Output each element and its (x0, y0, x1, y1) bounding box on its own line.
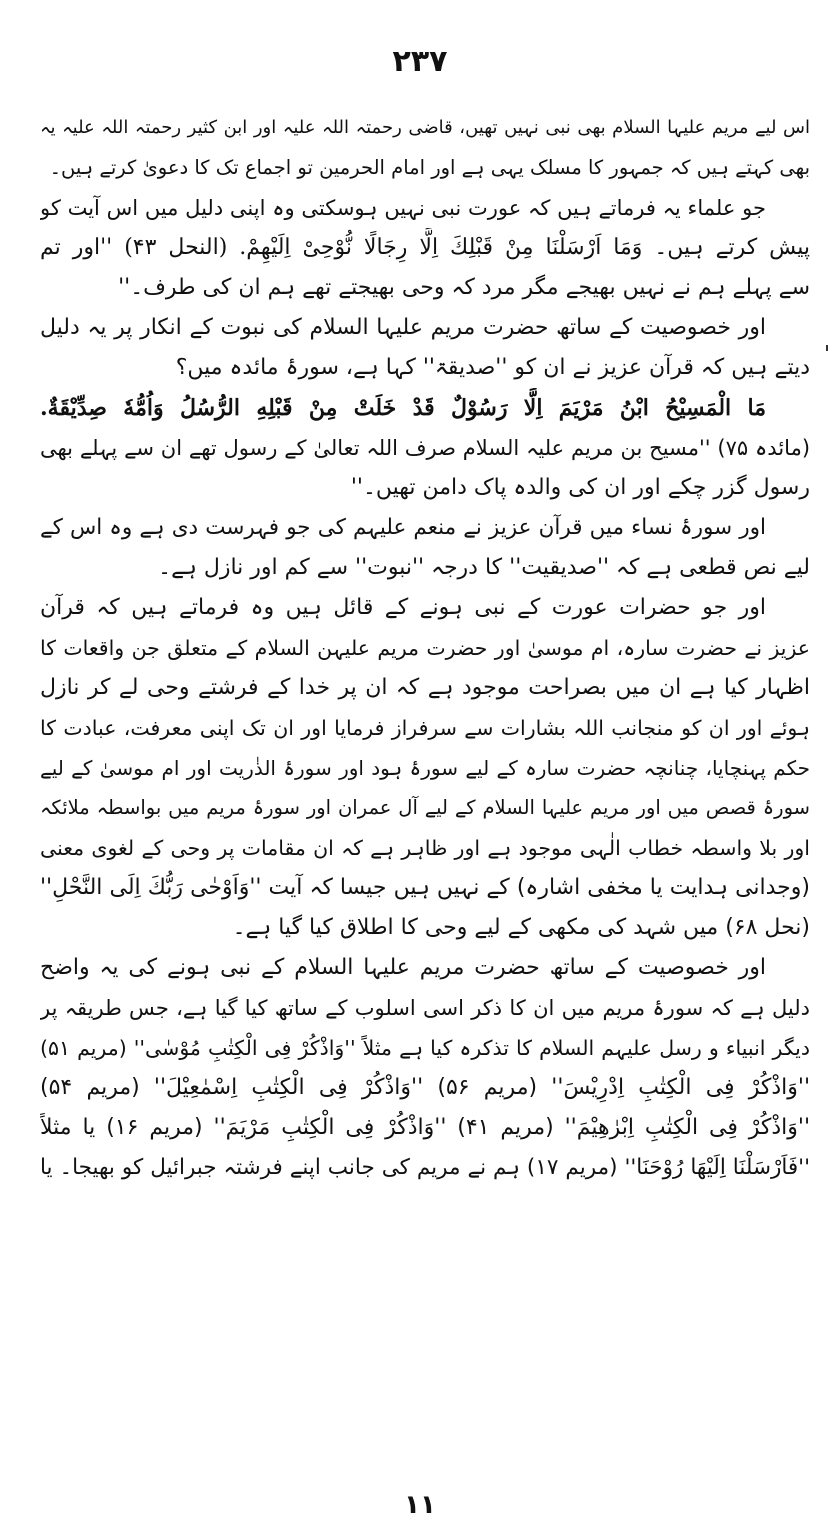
text-line: حکم پہنچایا، چنانچہ حضرت سارہ کے لیے سورۂ ہود اور سورۂ الذٰریت اور ام موسیٰ کے لیے (40, 756, 810, 780)
text-line: (وجدانی ہدایت یا مخفی اشارہ) کے نہیں ہیں جیسا کہ آیت ''وَاَوْحٰى رَبُّكَ اِلَى النَّحْلِ'' (40, 875, 810, 900)
text-line: ''وَاذْكُرْ فِى الْكِتٰبِ اِبْرٰهِيْمَ'' (مریم ۴۱) ''وَاذْكُرْ فِى الْكِتٰبِ مَرْيَمَ'' (مریم ۱۶) یا مثلاً (40, 1115, 810, 1140)
text-line: (نحل ۶۸) میں شہد کی مکھی کے لیے وحی کا اطلاق کیا گیا ہے۔ (232, 915, 810, 940)
text-line: ہوئے اور ان کو منجانب اللہ بشارات سے سرفراز فرمایا اور ان تک اپنی معرفت، عبادت کا (40, 716, 810, 740)
text-line: رسول گزر چکے اور ان کی والدہ پاک دامن تھیں۔'' (350, 475, 810, 500)
margin-mark (826, 345, 828, 351)
text-line: اور بلا واسطہ خطاب الٰہی موجود ہے اور ظاہر ہے کہ ان مقامات پر وحی کے لغوی معنی (40, 836, 810, 860)
body-text (40, 108, 810, 1188)
text-line: سے پہلے ہم نے نہیں بھیجے مگر مرد کہ وحی بھیجتے تھے ہم ان کی طرف۔'' (118, 275, 810, 300)
text-line: ''فَاَرْسَلْنَا اِلَيْهَا رُوْحَنَا'' (مریم ۱۷) ہم نے مریم کی جانب اپنے فرشتہ جبرائیل کو بھیجا۔ یا (40, 1155, 810, 1180)
text-line: اظہار کیا ہے ان میں بصراحت موجود ہے کہ ان پر خدا کے فرشتے وحی لے کر نازل (40, 675, 810, 700)
text-line: اور خصوصیت کے ساتھ حضرت مریم علیہا السلام کی نبوت کے انکار پر یہ دلیل (40, 315, 766, 340)
text-line: سورۂ قصص میں اور مریم علیہا السلام کے لیے آل عمران اور سورۂ مریم میں بواسطہ ملائکہ (40, 796, 810, 819)
text-line: اس لیے مریم علیہا السلام بھی نبی نہیں تھیں، قاضی رحمتہ اللہ علیہ اور ابن کثیر رحمتہ اللہ علیہ یہ (40, 117, 810, 138)
text-line: لیے نص قطعی ہے کہ ''صدیقیت'' کا درجہ ''نبوت'' سے کم اور نازل ہے۔ (158, 555, 810, 580)
text-line: اور خصوصیت کے ساتھ حضرت مریم علیہا السلام کے نبی ہونے کی یہ واضح (40, 955, 766, 980)
text-line: جو علماء یہ فرماتے ہیں کہ عورت نبی نہیں ہوسکتی وہ اپنی دلیل میں اس آیت کو (40, 196, 766, 220)
footer-number: ۱۱ (404, 1490, 436, 1520)
text-line: اور جو حضرات عورت کے نبی ہونے کے قائل ہیں وہ فرماتے ہیں کہ قرآن (40, 595, 766, 620)
text-line: پیش کرتے ہیں۔ وَمَا اَرْسَلْنَا مِنْ قَبْلِكَ اِلَّا رِجَالًا نُّوْحِىْ اِلَيْهِمْ. (النحل ۴۳) ''اور تم (40, 235, 810, 260)
text-line: دلیل ہے کہ سورۂ مریم میں ان کا ذکر اسی اسلوب کے ساتھ کیا گیا ہے، جس طریقہ پر (40, 996, 810, 1020)
page-number: ۲۳۷ (392, 44, 448, 79)
text-line: بھی کہتے ہیں کہ جمہور کا مسلک یہی ہے اور امام الحرمین تو اجماع تک کا دعویٰ کرتے ہیں۔ (49, 156, 810, 179)
text-line: عزیز نے حضرت سارہ، ام موسیٰ اور حضرت مریم علیہن السلام کے متعلق جن واقعات کا (40, 636, 810, 660)
text-line: دیگر انبیاء و رسل علیہم السلام کا تذکرہ کیا ہے مثلاً ''وَاذْكُرْ فِى الْكِتٰبِ مُوْسٰى'' (مریم ۵۱) (40, 1036, 810, 1060)
text-line: (مائدہ ۷۵) ''مسیح بن مریم علیہ السلام صرف اللہ تعالیٰ کے رسول تھے ان سے پہلے بھی (40, 436, 810, 460)
text-line: اور سورۂ نساء میں قرآن عزیز نے منعم علیہم کی جو فہرست دی ہے وہ اس کے (40, 515, 766, 540)
text-line: ''وَاذْكُرْ فِى الْكِتٰبِ اِدْرِيْسَ'' (مریم ۵۶) ''وَاذْكُرْ فِى الْكِتٰبِ اِسْمٰعِيْلَ'' (مریم ۵۴) (40, 1075, 810, 1100)
quran-verse-line: مَا الْمَسِيْحُ ابْنُ مَرْيَمَ اِلَّا رَسُوْلٌ قَدْ خَلَتْ مِنْ قَبْلِهِ الرُّسُلُ وَاُمُّهٗ صِدِّيْقَةٌ. (40, 395, 766, 421)
text-line: دیتے ہیں کہ قرآن عزیز نے ان کو ''صدیقۃ'' کہا ہے، سورۂ مائدہ میں؟ (175, 355, 810, 380)
